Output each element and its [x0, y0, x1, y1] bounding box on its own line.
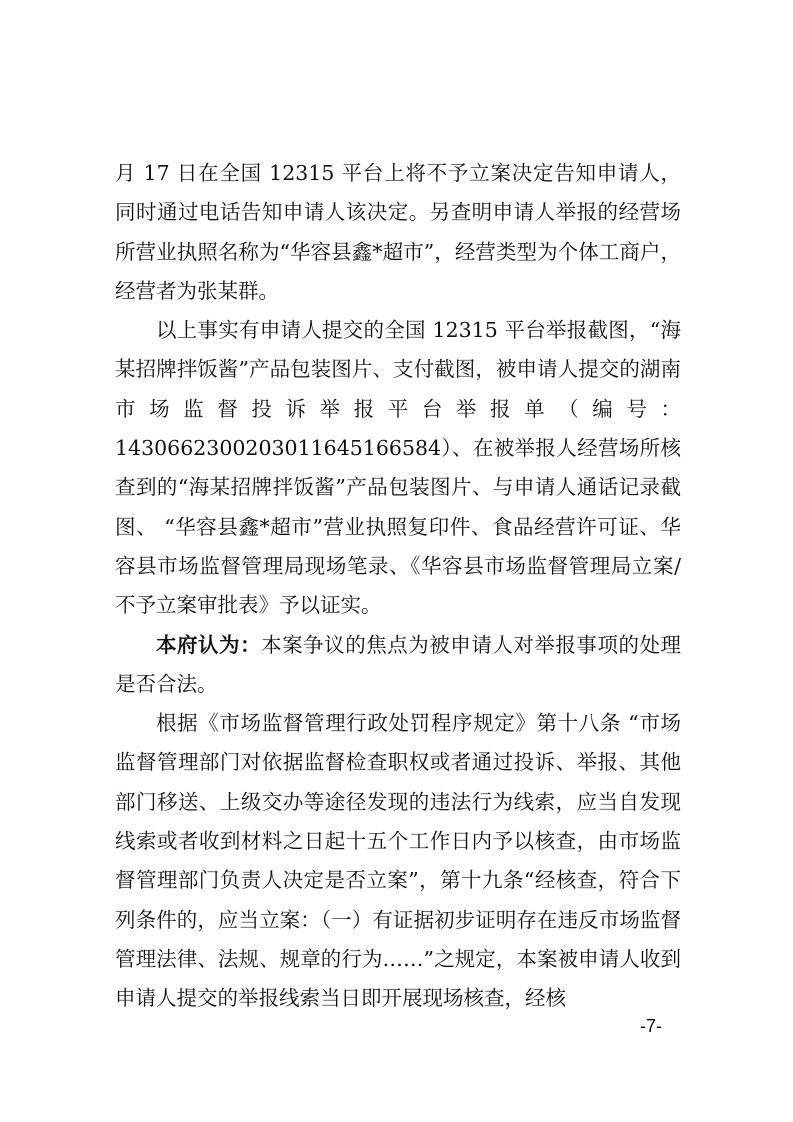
paragraph-4: [115, 704, 681, 1018]
paragraph-2: [115, 311, 681, 625]
paragraph-1: [115, 154, 681, 311]
page-number: -7-: [640, 1016, 662, 1036]
paragraph-4-text: 根据《市场监督管理行政处罚程序规定》第十八条 “市场监督管理部门对依据监督检查职权或者通过投诉、举报、其他部门移送、上级交办等途径发现的违法行为线索，应当自发现线索或者收到材料之日起十五个工作日内予以核查，由市场监督管理部门负责人决定是否立案”，第十九条“经核查，符合下列条件的，应当立案：（一）有证据初步证明存在违反市场监督管理法律、法规、规章的行为……”之规定，本案被申请人收到申请人提交的举报线索当日即开展现场核查，经核: [115, 711, 681, 1011]
paragraph-3-lead: 本府认为：: [156, 632, 262, 657]
paragraph-3-text: 本案争议的焦点为被申请人对举报事项的处理是否合法。: [115, 632, 682, 696]
paragraph-1-text: 月 17 日在全国 12315 平台上将不予立案决定告知申请人，同时通过电话告知申请人该决定。另查明申请人举报的经营场所营业执照名称为“华容县鑫*超市”，经营类型为个体工商户，经营者为张某群。: [115, 161, 681, 303]
document-body: [115, 154, 681, 1019]
paragraph-2-text: 以上事实有申请人提交的全国 12315 平台举报截图，“海某招牌拌饭酱”产品包装图片、支付截图，被申请人提交的湖南市场监督投诉举报平台举报单（编号：1430662300203011645166584）、在被举报人经营场所核查到的“海某招牌拌饭酱”产品包装图片、与申请人通话记录截图、 “华容县鑫*超市”营业执照复印件、食品经营许可证、华容县市场监督管理局现场笔录、《华容县市场监督管理局立案/不予立案审批表》予以证实。: [115, 318, 681, 618]
paragraph-3: [115, 626, 681, 705]
